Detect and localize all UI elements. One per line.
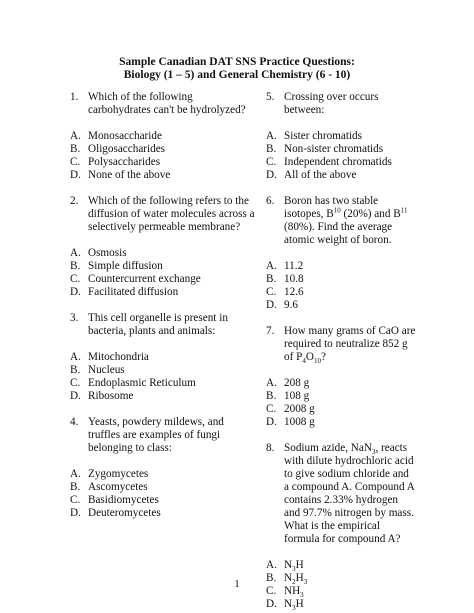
question-number: 7. (266, 325, 275, 337)
option-letter: A. (70, 468, 81, 480)
question-6 (266, 195, 416, 312)
option-c (70, 273, 255, 286)
option-c (266, 403, 416, 416)
option-d (266, 416, 416, 429)
question-number: 6. (266, 195, 275, 207)
option-text: Ribosome (88, 390, 134, 402)
option-b (70, 481, 255, 494)
question-text: Yeasts, powdery mildews, and truffles are examples of fungi belonging to class: (88, 416, 224, 454)
option-text: Nucleus (88, 364, 125, 376)
option-text: Mitochondria (88, 351, 149, 363)
question-number: 8. (266, 442, 275, 454)
option-letter: A. (70, 247, 81, 259)
question-number: 4. (70, 416, 79, 428)
option-text: 11.2 (284, 260, 304, 272)
option-text: Basidiomycetes (88, 494, 159, 506)
option-d (70, 169, 255, 182)
option-list (266, 260, 416, 312)
option-d (266, 299, 416, 312)
option-c (70, 494, 255, 507)
option-text: Polysaccharides (88, 156, 161, 168)
option-text: 10.8 (284, 273, 304, 285)
question-7 (266, 325, 416, 429)
option-letter: D. (70, 390, 81, 402)
option-text: Ascomycetes (88, 481, 148, 493)
option-letter: A. (266, 559, 277, 571)
subscript: 3 (292, 604, 296, 613)
option-a (70, 247, 255, 260)
text-run: ? (320, 351, 326, 363)
title-line-2: Biology (1 – 5) and General Chemistry (6 - 10) (123, 69, 351, 81)
option-letter: D. (266, 598, 277, 610)
option-letter: C. (266, 585, 277, 597)
formula-run: N (284, 559, 293, 571)
option-letter: C. (70, 377, 81, 389)
title-line-1: Sample Canadian DAT SNS Practice Questions: (119, 56, 355, 68)
option-letter: A. (70, 130, 81, 142)
option-d (70, 286, 255, 299)
option-c (70, 156, 255, 169)
option-c (266, 156, 416, 169)
option-letter: D. (266, 299, 277, 311)
formula-run: H (295, 598, 304, 610)
question-text: Which of the following carbohydrates can't be hydrolyzed? (88, 91, 246, 116)
option-text: Independent chromatids (284, 156, 392, 168)
option-list (70, 130, 255, 182)
text-run: (80%). Find the average atomic weight of boron. (284, 221, 393, 246)
option-text: 1008 g (284, 416, 315, 428)
option-formula (284, 559, 304, 572)
option-a (70, 130, 255, 143)
option-letter: D. (266, 416, 277, 428)
option-d (70, 507, 255, 520)
question-text: This cell organelle is present in bacteria, plants and animals: (88, 312, 228, 337)
option-a (266, 559, 416, 572)
question-number: 5. (266, 91, 275, 103)
option-b (70, 364, 255, 377)
option-letter: A. (266, 130, 277, 142)
text-run: (20%) and B (340, 208, 401, 220)
option-b (70, 260, 255, 273)
option-letter: D. (266, 169, 277, 181)
option-text: Non-sister chromatids (284, 143, 384, 155)
option-letter: B. (70, 364, 81, 376)
option-letter: B. (70, 260, 81, 272)
option-text: Oligosaccharides (88, 143, 166, 155)
option-a (266, 260, 416, 273)
right-column (266, 91, 416, 611)
option-text: 9.6 (284, 299, 298, 311)
option-c (266, 286, 416, 299)
option-letter: B. (266, 143, 277, 155)
option-letter: B. (266, 390, 277, 402)
option-text: None of the above (88, 169, 171, 181)
subscript: 10 (313, 357, 321, 366)
question-text: Which of the following refers to the diffusion of water molecules across a selectively permeable membrane? (88, 195, 255, 233)
option-text: Osmosis (88, 247, 127, 259)
option-d (70, 390, 255, 403)
subscript: 3 (292, 565, 296, 574)
option-d (266, 598, 416, 611)
option-text: Simple diffusion (88, 260, 163, 272)
option-list (70, 468, 255, 520)
question-3 (70, 312, 255, 403)
option-letter: D. (70, 507, 81, 519)
option-list (266, 377, 416, 429)
option-d (266, 169, 416, 182)
question-text (284, 325, 416, 364)
option-letter: B. (266, 572, 277, 584)
formula-run: NH (284, 585, 301, 597)
option-b (266, 143, 416, 156)
subscript: 2 (292, 578, 296, 587)
question-2 (70, 195, 255, 299)
option-text: 108 g (284, 390, 310, 402)
subscript: 4 (302, 357, 306, 366)
option-letter: A. (70, 351, 81, 363)
option-text: 2008 g (284, 403, 315, 415)
question-number: 1. (70, 91, 79, 103)
option-list (70, 247, 255, 299)
option-text: Countercurrent exchange (88, 273, 201, 285)
subscript: 3 (371, 448, 376, 457)
question-text (284, 195, 416, 247)
option-formula (284, 598, 304, 611)
formula-run: N (284, 572, 293, 584)
question-text (284, 442, 416, 546)
formula-run: H (295, 572, 304, 584)
option-b (266, 390, 416, 403)
option-letter: D. (70, 286, 81, 298)
question-number: 3. (70, 312, 79, 324)
text-run: O (305, 351, 314, 363)
text-run: Boron has two stable isotopes, B (284, 195, 379, 220)
question-1 (70, 91, 255, 182)
option-a (266, 377, 416, 390)
superscript: 11 (400, 206, 408, 215)
option-text: Deuteromycetes (88, 507, 161, 519)
option-letter: B. (266, 273, 277, 285)
text-run: , reacts with dilute hydrochloric acid to give sodium chloride and a compound A. Compound A contains 2.33% hydrogen and 97.7% nitrogen by mass. What is the empirical formula for compound A? (284, 442, 415, 545)
option-a (70, 468, 255, 481)
option-letter: C. (70, 494, 81, 506)
question-5 (266, 91, 416, 182)
option-letter: A. (266, 260, 277, 272)
subscript: 3 (300, 591, 304, 600)
page-title (0, 56, 474, 82)
left-column (70, 91, 255, 520)
option-letter: B. (70, 481, 81, 493)
option-letter: C. (70, 273, 81, 285)
option-letter: B. (70, 143, 81, 155)
question-text: Crossing over occurs between: (284, 91, 379, 116)
option-b (70, 143, 255, 156)
option-text: Zygomycetes (88, 468, 149, 480)
option-text: Facilitated diffusion (88, 286, 179, 298)
option-a (70, 351, 255, 364)
option-text: Monosaccharide (88, 130, 162, 142)
formula-run: H (295, 559, 304, 571)
question-4 (70, 416, 255, 520)
option-list (266, 130, 416, 182)
option-text: 208 g (284, 377, 310, 389)
formula-run: N (284, 598, 293, 610)
text-run: Sodium azide, NaN (284, 442, 372, 454)
question-number: 2. (70, 195, 79, 207)
option-letter: C. (266, 403, 277, 415)
option-text: All of the above (284, 169, 357, 181)
option-letter: C. (266, 156, 277, 168)
text-run: How many grams of CaO are required to neutralize 852 g of P (284, 325, 416, 363)
page-number: 1 (234, 578, 240, 590)
option-text: 12.6 (284, 286, 304, 298)
option-text: Endoplasmic Reticulum (88, 377, 196, 389)
option-a (266, 130, 416, 143)
superscript: 10 (333, 206, 341, 215)
option-letter: A. (266, 377, 277, 389)
option-letter: C. (70, 156, 81, 168)
option-list (70, 351, 255, 403)
option-letter: D. (70, 169, 81, 181)
option-c (70, 377, 255, 390)
option-b (266, 273, 416, 286)
subscript: 3 (303, 578, 308, 587)
option-text: Sister chromatids (284, 130, 362, 142)
option-letter: C. (266, 286, 277, 298)
